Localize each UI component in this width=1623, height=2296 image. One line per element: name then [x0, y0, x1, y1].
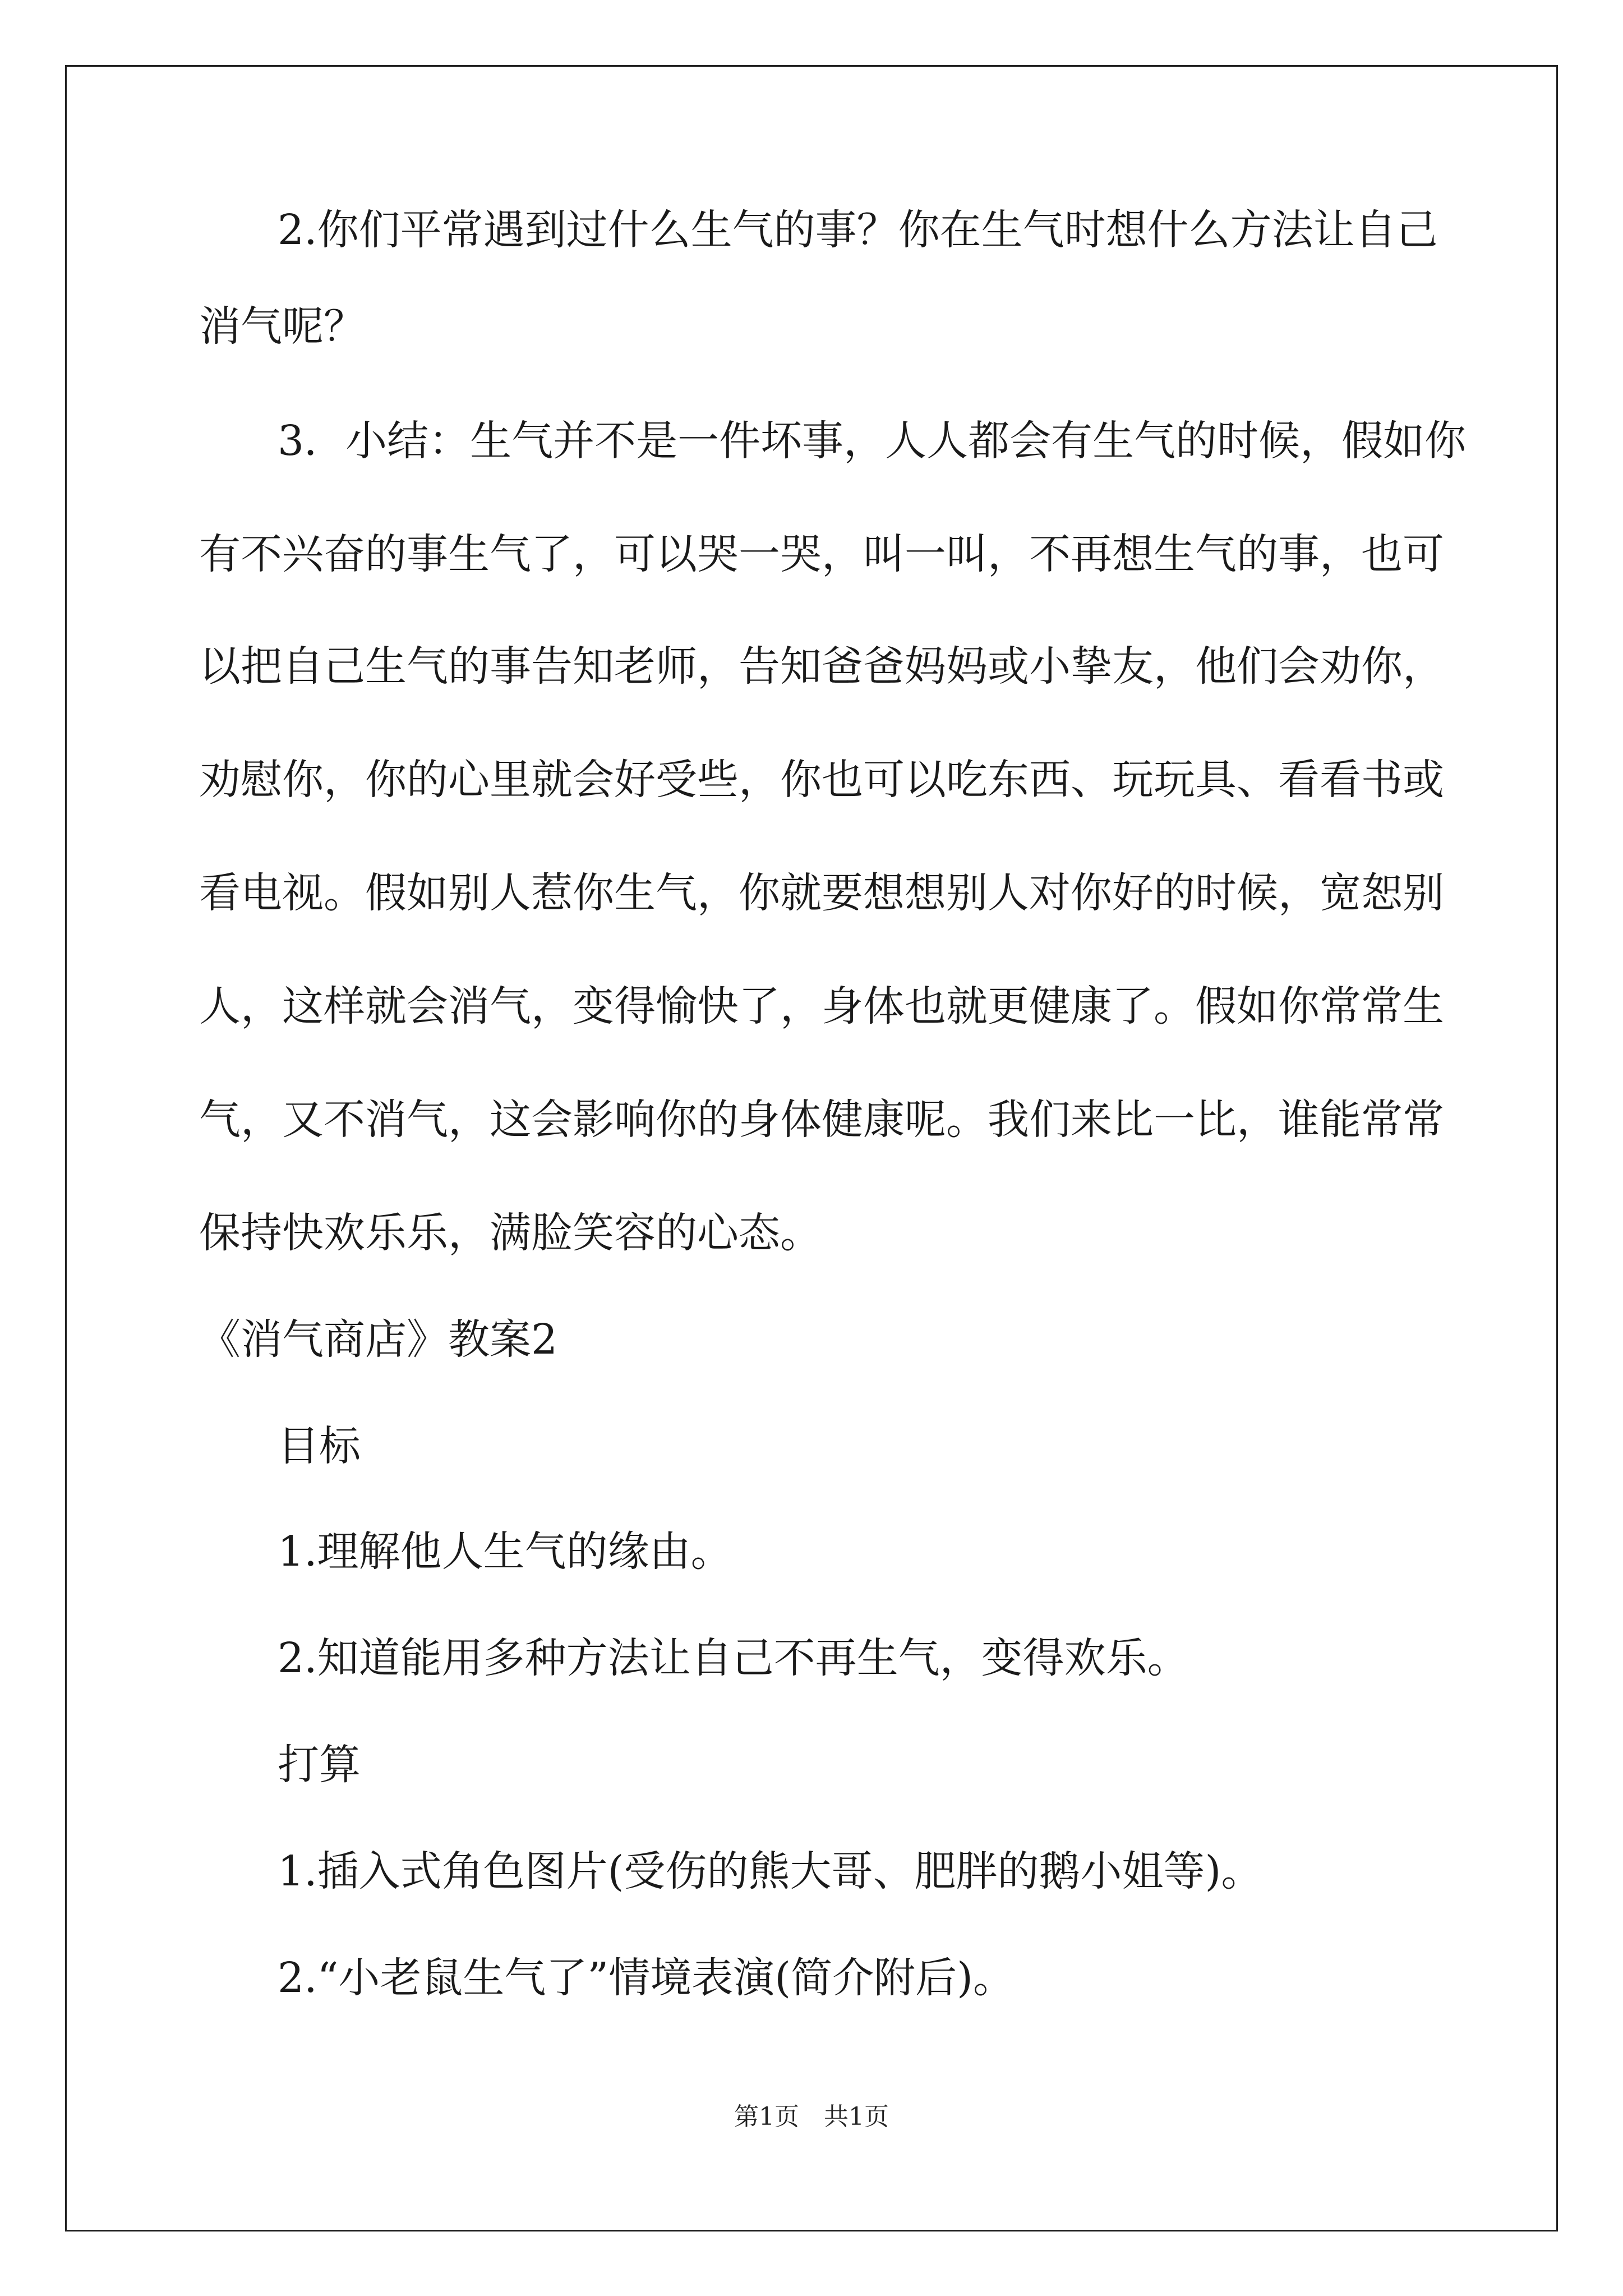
paragraph-line: 人，这样就会消气，变得愉快了，身体也就更健康了。假如你常常生 — [199, 982, 1444, 1030]
subheading-goal: 目标 — [278, 1422, 361, 1470]
page-footer: 第1页 共1页 — [734, 2102, 889, 2131]
list-item: 1.理解他人生气的缘由。 — [278, 1527, 732, 1576]
paragraph-line: 以把自己生气的事告知老师，告知爸爸妈妈或小挚友，他们会劝你， — [199, 642, 1444, 691]
paragraph-line: 有不兴奋的事生气了，可以哭一哭，叫一叫，不再想生气的事，也可 — [199, 530, 1444, 578]
paragraph-line: 保持快欢乐乐，满脸笑容的心态。 — [199, 1209, 822, 1257]
subheading-plan: 打算 — [278, 1741, 361, 1789]
section-heading: 《消气商店》教案2 — [199, 1315, 558, 1364]
paragraph-line: 劝慰你，你的心里就会好受些，你也可以吃东西、玩玩具、看看书或 — [199, 756, 1444, 804]
list-item: 2.知道能用多种方法让自己不再生气，变得欢乐。 — [278, 1634, 1189, 1682]
paragraph-line: 2.你们平常遇到过什么生气的事？你在生气时想什么方法让自己 — [278, 206, 1438, 254]
list-item: 1.插入式角色图片(受伤的熊大哥、肥胖的鹅小姐等)。 — [278, 1847, 1263, 1895]
page-border — [65, 65, 1558, 2231]
list-item: 2.“小老鼠生气了”情境表演(简介附后)。 — [278, 1954, 1015, 2002]
paragraph-line: 气，又不消气，这会影响你的身体健康呢。我们来比一比，谁能常常 — [199, 1096, 1444, 1144]
paragraph-line: 看电视。假如别人惹你生气，你就要想想别人对你好的时候，宽恕别 — [199, 869, 1444, 917]
paragraph-line: 3．小结：生气并不是一件坏事，人人都会有生气的时候，假如你 — [278, 417, 1467, 465]
paragraph-line: 消气呢？ — [199, 302, 365, 351]
